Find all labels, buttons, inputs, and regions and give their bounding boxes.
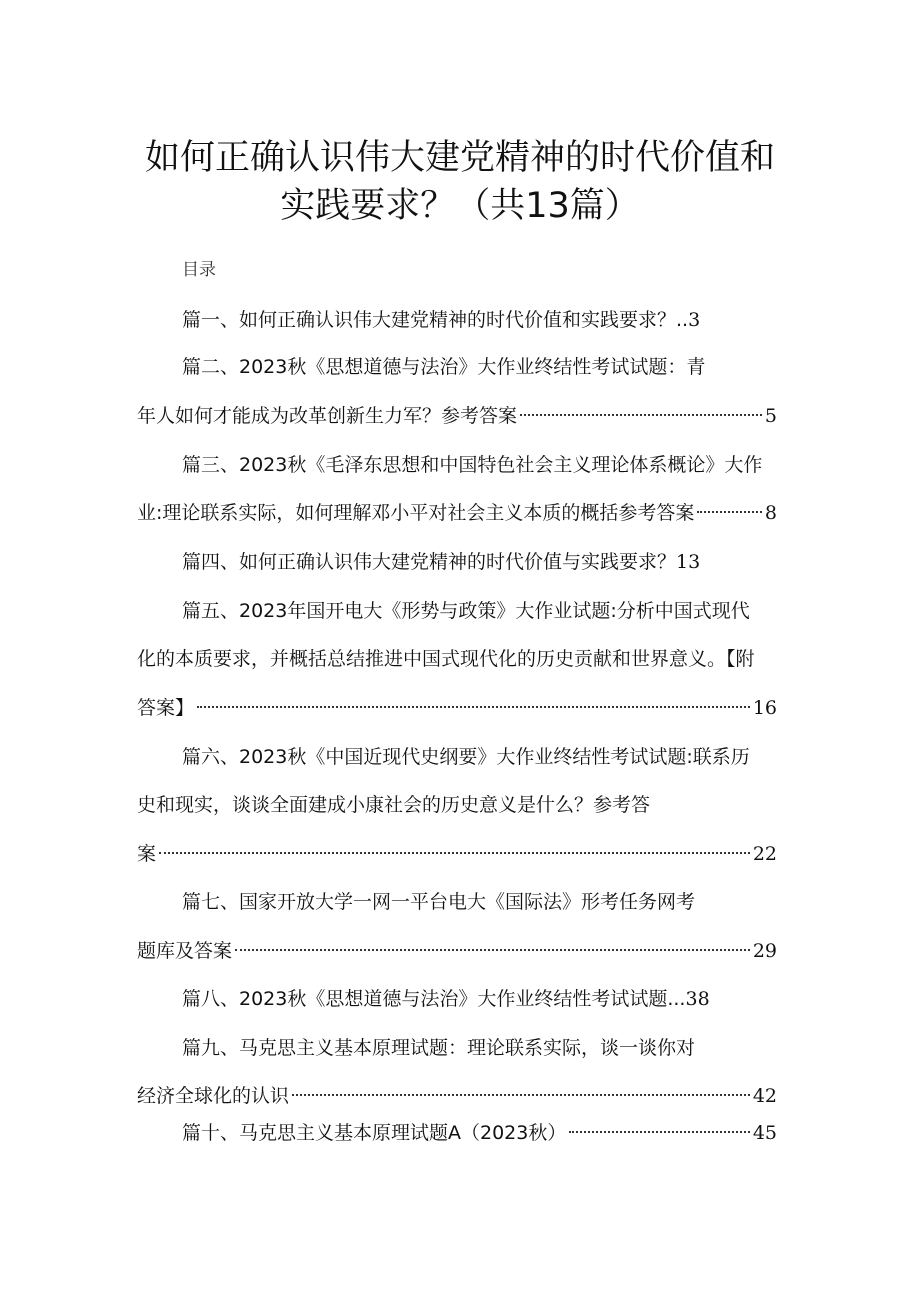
toc-entry-1-page: 3 bbox=[688, 309, 701, 331]
toc-entry-8-text: 篇八、2023秋《思想道德与法治》大作业终结性考试试题... bbox=[182, 988, 686, 1010]
leader-dots bbox=[569, 1131, 749, 1133]
toc-label: 目录 bbox=[182, 260, 216, 280]
leader-dots bbox=[235, 949, 750, 951]
toc-entry-2[interactable] bbox=[137, 401, 777, 431]
toc-entry-4[interactable] bbox=[137, 547, 777, 577]
toc-entry-9-page: 42 bbox=[752, 1085, 777, 1107]
toc-entry-10[interactable] bbox=[137, 1118, 777, 1148]
leader-dots bbox=[697, 511, 762, 513]
toc-entry-3-page: 8 bbox=[764, 502, 777, 524]
toc-entry-9-line-1[interactable]: 篇九、马克思主义基本原理试题：理论联系实际，谈一谈你对 bbox=[182, 1037, 696, 1059]
toc-entry-7-page: 29 bbox=[752, 940, 777, 962]
toc-entry-1-text: 篇一、如何正确认识伟大建党精神的时代价值和实践要求？.. bbox=[182, 309, 689, 331]
toc-entry-4-text: 篇四、如何正确认识伟大建党精神的时代价值与实践要求？ bbox=[182, 551, 677, 573]
toc-entry-7[interactable] bbox=[137, 936, 777, 966]
toc-entry-3[interactable] bbox=[137, 498, 777, 528]
toc-entry-3-text: 业:理论联系实际，如何理解邓小平对社会主义本质的概括参考答案 bbox=[137, 502, 695, 524]
leader-dots bbox=[197, 706, 750, 708]
toc-entry-5-page: 16 bbox=[752, 697, 777, 719]
toc-entry-8-page: 38 bbox=[685, 988, 710, 1010]
toc-entry-2-text: 年人如何才能成为改革创新生力军？参考答案 bbox=[137, 405, 518, 427]
toc-entry-4-page: 13 bbox=[676, 551, 701, 573]
toc-entry-6[interactable] bbox=[137, 839, 777, 869]
doc-title-line-2: 实践要求？（共13篇） bbox=[280, 186, 640, 226]
toc-entry-5-line-2[interactable]: 化的本质要求，并概括总结推进中国式现代化的历史贡献和世界意义。【附 bbox=[137, 648, 755, 670]
toc-entry-7-line-1[interactable]: 篇七、国家开放大学一网一平台电大《国际法》形考任务网考 bbox=[182, 891, 696, 913]
leader-dots bbox=[292, 1094, 750, 1096]
toc-entry-8[interactable] bbox=[137, 984, 777, 1014]
toc-entry-1[interactable] bbox=[137, 305, 777, 335]
toc-entry-6-page: 22 bbox=[752, 843, 777, 865]
toc-entry-3-line-1[interactable]: 篇三、2023秋《毛泽东思想和中国特色社会主义理论体系概论》大作 bbox=[182, 454, 763, 476]
toc-entry-5-text: 答案】 bbox=[137, 697, 195, 719]
toc-entry-9[interactable] bbox=[137, 1081, 777, 1111]
toc-entry-6-line-2[interactable]: 史和现实，谈谈全面建成小康社会的历史意义是什么？参考答 bbox=[137, 794, 651, 816]
doc-title-line-1: 如何正确认识伟大建党精神的时代价值和 bbox=[144, 138, 775, 178]
toc-entry-10-page: 45 bbox=[752, 1122, 777, 1144]
toc-entry-5[interactable] bbox=[137, 693, 777, 723]
toc-entry-5-line-1[interactable]: 篇五、2023年国开电大《形势与政策》大作业试题:分析中国式现代 bbox=[182, 600, 750, 622]
leader-dots bbox=[520, 414, 762, 416]
toc-entry-7-text: 题库及答案 bbox=[137, 940, 233, 962]
toc-entry-9-text: 经济全球化的认识 bbox=[137, 1085, 290, 1107]
toc-entry-10-text: 篇十、马克思主义基本原理试题A（2023秋） bbox=[182, 1122, 567, 1144]
leader-dots bbox=[159, 852, 750, 854]
toc-entry-6-text: 案 bbox=[137, 843, 157, 865]
toc-entry-2-line-1[interactable]: 篇二、2023秋《思想道德与法治》大作业终结性考试试题：青 bbox=[182, 356, 706, 378]
toc-entry-6-line-1[interactable]: 篇六、2023秋《中国近现代史纲要》大作业终结性考试试题:联系历 bbox=[182, 746, 750, 768]
toc-entry-2-page: 5 bbox=[764, 405, 777, 427]
